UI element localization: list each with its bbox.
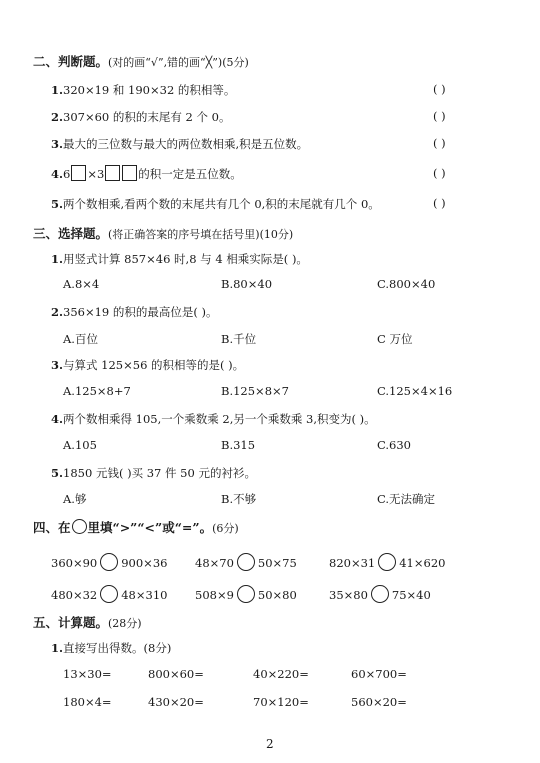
section5-heading <box>33 613 142 631</box>
compare-right: 41×620 <box>399 556 446 570</box>
calc-item[interactable]: 60×700= <box>351 667 407 681</box>
judge-item-1 <box>51 82 235 98</box>
compare-item <box>51 553 167 571</box>
item-number: 1. <box>51 252 64 266</box>
answer-paren-4[interactable]: ( ) <box>433 166 446 180</box>
choice-item-5 <box>51 465 256 481</box>
option-b[interactable]: B.80×40 <box>221 277 273 291</box>
item-text: 最大的三位数与最大的两位数相乘,积是五位数。 <box>63 137 309 151</box>
compare-circle[interactable] <box>237 585 255 603</box>
compare-item <box>195 553 297 571</box>
choice-item-3 <box>51 357 244 373</box>
section3-heading <box>33 224 293 242</box>
item-number: 2. <box>51 110 64 124</box>
option-c[interactable]: C.800×40 <box>377 277 436 291</box>
compare-left: 508×9 <box>195 588 234 602</box>
item-note: (8分) <box>143 641 172 655</box>
compare-right: 900×36 <box>121 556 168 570</box>
option-c[interactable]: C.125×4×16 <box>377 384 453 398</box>
section4-title-post: 里填“>”“<”或“=”。 <box>87 520 213 535</box>
item-text: 两个数相乘得 105,一个乘数乘 2,另一个乘数乘 3,积变为( )。 <box>63 412 376 426</box>
item-number: 5. <box>51 466 64 480</box>
compare-circle[interactable] <box>371 585 389 603</box>
option-a[interactable]: A.125×8+7 <box>63 384 131 398</box>
item-text: 与算式 125×56 的积相等的是( )。 <box>63 358 245 372</box>
choice-item-2 <box>51 304 218 320</box>
item-number: 1. <box>51 641 64 655</box>
compare-left: 820×31 <box>329 556 376 570</box>
digit-box[interactable] <box>71 165 86 181</box>
answer-paren-5[interactable]: ( ) <box>433 196 446 210</box>
section3-note: (将正确答案的序号填在括号里)(10分) <box>108 228 294 241</box>
compare-item <box>195 585 297 603</box>
item-text: 356×19 的积的最高位是( )。 <box>63 305 218 319</box>
compare-left: 360×90 <box>51 556 98 570</box>
compare-item <box>329 585 431 603</box>
compare-right: 48×310 <box>121 588 168 602</box>
compare-circle[interactable] <box>378 553 396 571</box>
section4-heading <box>33 518 239 536</box>
option-a[interactable]: A.够 <box>63 492 87 506</box>
section2-title: 二、判断题。 <box>33 54 109 69</box>
compare-right: 75×40 <box>391 588 431 602</box>
item-text-pre: 6 <box>63 167 71 181</box>
compare-left: 48×70 <box>195 556 234 570</box>
judge-item-3 <box>51 136 308 152</box>
compare-circle[interactable] <box>237 553 255 571</box>
compare-right: 50×75 <box>257 556 297 570</box>
section2-heading <box>33 52 249 70</box>
choice-item-4 <box>51 411 376 427</box>
item-text: 307×60 的积的末尾有 2 个 0。 <box>63 110 231 124</box>
option-a[interactable]: A.105 <box>63 438 97 452</box>
item-number: 3. <box>51 358 64 372</box>
item-text: 用竖式计算 857×46 时,8 与 4 相乘实际是( )。 <box>63 252 308 266</box>
option-c[interactable]: C.630 <box>377 438 411 452</box>
section2-note: (对的画“√”,错的画“╳”)(5分) <box>108 56 249 69</box>
compare-item <box>329 553 445 571</box>
answer-paren-1[interactable]: ( ) <box>433 82 446 96</box>
item-number: 3. <box>51 137 64 151</box>
calc-item[interactable]: 560×20= <box>351 695 407 709</box>
compare-circle[interactable] <box>100 553 118 571</box>
calc-item[interactable]: 70×120= <box>253 695 309 709</box>
item-text-post: 的积一定是五位数。 <box>138 167 242 181</box>
answer-paren-3[interactable]: ( ) <box>433 136 446 150</box>
compare-circle[interactable] <box>100 585 118 603</box>
option-a[interactable]: A.8×4 <box>63 277 100 291</box>
digit-box[interactable] <box>122 165 137 181</box>
judge-item-5 <box>51 196 380 212</box>
option-b[interactable]: B.千位 <box>221 332 257 346</box>
calc-sub-1 <box>51 640 171 656</box>
calc-item[interactable]: 40×220= <box>253 667 309 681</box>
item-number: 1. <box>51 83 64 97</box>
item-text: 两个数相乘,看两个数的末尾共有几个 0,积的末尾就有几个 0。 <box>63 197 380 211</box>
compare-left: 35×80 <box>329 588 368 602</box>
item-text-mid: ×3 <box>87 167 105 181</box>
option-b[interactable]: B.315 <box>221 438 256 452</box>
choice-item-1 <box>51 251 308 267</box>
option-b[interactable]: B.125×8×7 <box>221 384 289 398</box>
calc-item[interactable]: 180×4= <box>63 695 112 709</box>
item-number: 4. <box>51 167 64 181</box>
option-b[interactable]: B.不够 <box>221 492 257 506</box>
item-text: 1850 元钱( )买 37 件 50 元的衬衫。 <box>63 466 256 480</box>
item-text: 直接写出得数。 <box>63 641 144 655</box>
item-number: 5. <box>51 197 64 211</box>
judge-item-4 <box>51 165 242 182</box>
calc-item[interactable]: 800×60= <box>148 667 204 681</box>
section4-title-pre: 四、在 <box>33 520 71 535</box>
option-c[interactable]: C.无法确定 <box>377 492 436 506</box>
compare-item <box>51 585 167 603</box>
section5-note: (28分) <box>108 617 142 630</box>
section4-note: (6分) <box>212 522 239 535</box>
judge-item-2 <box>51 109 231 125</box>
item-number: 4. <box>51 412 64 426</box>
compare-right: 50×80 <box>257 588 297 602</box>
calc-item[interactable]: 430×20= <box>148 695 204 709</box>
digit-box[interactable] <box>105 165 120 181</box>
section3-title: 三、选择题。 <box>33 226 109 241</box>
option-c[interactable]: C 万位 <box>377 332 413 346</box>
section5-title: 五、计算题。 <box>33 615 109 630</box>
answer-paren-2[interactable]: ( ) <box>433 109 446 123</box>
compare-left: 480×32 <box>51 588 98 602</box>
calc-item[interactable]: 13×30= <box>63 667 112 681</box>
item-number: 2. <box>51 305 64 319</box>
page-number: 2 <box>266 737 274 751</box>
circle-icon <box>72 519 87 534</box>
item-text: 320×19 和 190×32 的积相等。 <box>63 83 236 97</box>
option-a[interactable]: A.百位 <box>63 332 98 346</box>
